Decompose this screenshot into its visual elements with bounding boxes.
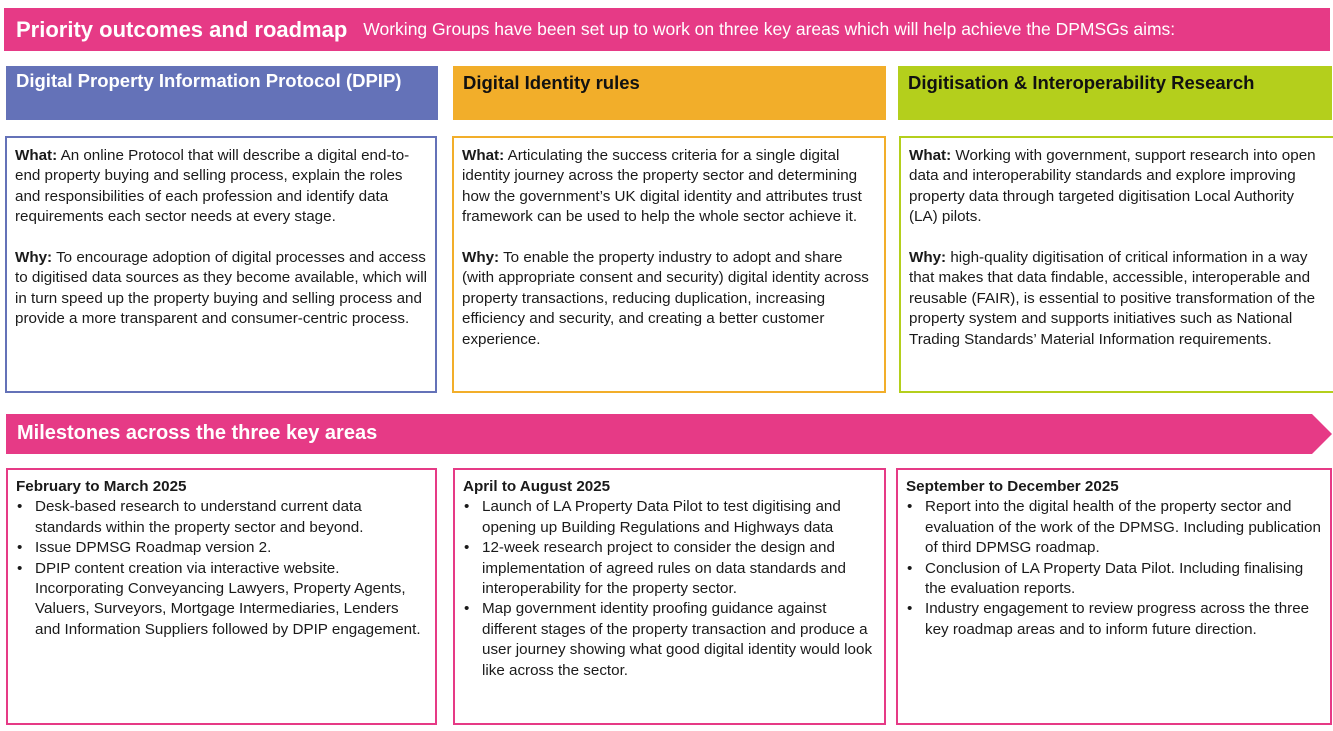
milestone-list: [16, 497, 427, 640]
why-paragraph: [462, 248, 876, 350]
milestone-period: February to March 2025: [16, 478, 187, 495]
area-heading-digitisation: Digitisation & Interoperability Research: [898, 66, 1332, 120]
milestone-list: [463, 497, 876, 681]
milestone-period: April to August 2025: [463, 478, 611, 495]
list-item: • Issue DPMSG Roadmap version 2.: [16, 538, 427, 558]
milestone-card-apr-aug: [453, 468, 886, 725]
area-card-digitisation: [899, 136, 1333, 393]
list-item: • Map government identity proofing guidance against different stages of the property transaction and produce a user journey showing what good digital identity would look like across the sector.: [463, 599, 876, 681]
what-label: What:: [15, 147, 58, 164]
list-item: • Desk-based research to understand current data standards within the property sector and beyond.: [16, 497, 427, 538]
what-paragraph: [909, 146, 1325, 228]
area-heading-digital-identity: Digital Identity rules: [453, 66, 886, 120]
what-label: What:: [909, 147, 952, 164]
milestone-card-sep-dec: [896, 468, 1332, 725]
milestone-card-feb-mar: [6, 468, 437, 725]
why-label: Why:: [909, 249, 947, 267]
what-paragraph: [462, 146, 876, 228]
milestone-period: September to December 2025: [906, 478, 1119, 495]
why-label: Why:: [15, 249, 53, 267]
why-label: Why:: [462, 249, 500, 267]
milestone-list: [906, 497, 1322, 640]
why-text: To encourage adoption of digital processes and access to digitised data sources as they become available, which will in turn speed up the property buying and selling process and provide a more transparent and consumer-centric process.: [15, 249, 427, 328]
what-label: What:: [462, 147, 505, 164]
what-text: An online Protocol that will describe a digital end-to-end property buying and selling process, explain the roles and responsibilities of each profession and identify data requirements each sector needs at every stage.: [15, 147, 410, 226]
milestones-title: Milestones across the three key areas: [17, 422, 378, 444]
area-heading-dpip: Digital Property Information Protocol (DPIP): [6, 66, 438, 120]
page-subtitle: Working Groups have been set up to work on three key areas which will help achieve the DPMSGs aims:: [363, 19, 1176, 39]
why-paragraph: [909, 248, 1325, 350]
what-text: Working with government, support research into open data and interoperability standards and explore improving property data through targeted digitisation Local Authority (LA) pilots.: [909, 147, 1316, 226]
why-paragraph: [15, 248, 427, 330]
why-text: To enable the property industry to adopt and share (with appropriate consent and security) digital identity across property transactions, reducing duplication, increasing efficiency and security, and creating a better customer experience.: [462, 249, 869, 348]
list-item: • Launch of LA Property Data Pilot to test digitising and opening up Building Regulations and Highways data: [463, 497, 876, 538]
top-banner: [4, 8, 1330, 51]
area-card-dpip: [5, 136, 437, 393]
what-text: Articulating the success criteria for a single digital identity journey across the property sector and determining how the government’s UK digital identity and attributes trust framework can be used to help the whole sector achieve it.: [462, 147, 862, 226]
list-item: • Conclusion of LA Property Data Pilot. Including finalising the evaluation reports.: [906, 559, 1322, 600]
list-item: • Industry engagement to review progress across the three key roadmap areas and to inform future direction.: [906, 599, 1322, 640]
why-text: high-quality digitisation of critical information in a way that makes that data findable, accessible, interoperable and reusable (FAIR), is essential to positive transformation of the property system and supports initiatives such as National Trading Standards’ Material Information requirements.: [909, 249, 1316, 348]
milestones-banner: [6, 414, 1332, 454]
list-item: • 12-week research project to consider the design and implementation of agreed rules on data standards and interoperability for the property sector.: [463, 538, 876, 599]
what-paragraph: [15, 146, 427, 228]
page-title: Priority outcomes and roadmap: [16, 16, 348, 42]
list-item: • Report into the digital health of the property sector and evaluation of the work of the DPMSG. Including publication of third DPMSG roadmap.: [906, 497, 1322, 558]
list-item: • DPIP content creation via interactive website. Incorporating Conveyancing Lawyers, Property Agents, Valuers, Surveyors, Mortgage Intermediaries, Lenders and Information Suppliers followed by DPIP engagement.: [16, 559, 427, 641]
area-card-digital-identity: [452, 136, 886, 393]
